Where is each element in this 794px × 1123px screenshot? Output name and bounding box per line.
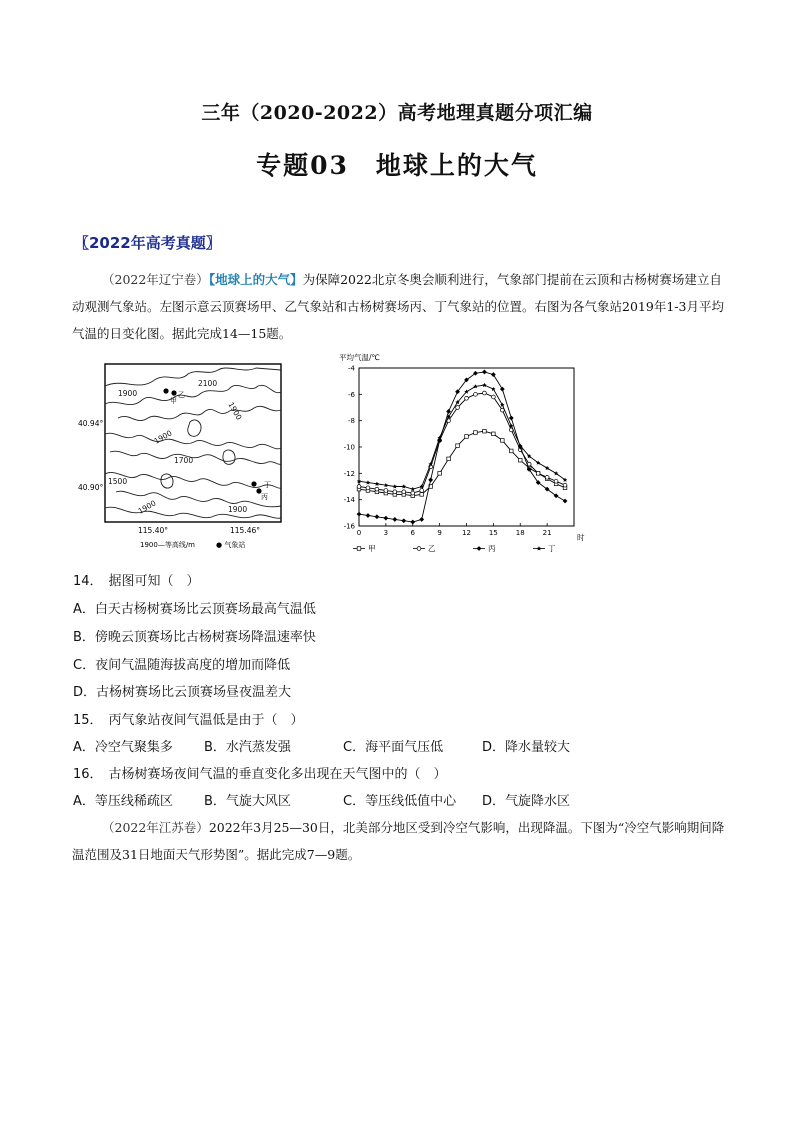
data-point: [537, 546, 541, 550]
question-number: 15．: [73, 713, 103, 728]
question-14: [73, 570, 200, 589]
x-tick-label: 6: [410, 529, 415, 537]
data-point: [402, 484, 406, 488]
station-label: 丙: [261, 493, 268, 501]
question-number: 16．: [73, 767, 103, 782]
contour-map-figure: [78, 356, 293, 556]
data-point: [420, 484, 424, 488]
data-point: [393, 484, 397, 488]
data-point: [428, 478, 433, 483]
data-point: [402, 490, 406, 494]
temperature-line-chart: [325, 352, 590, 560]
option: A．白天古杨树赛场比云顶赛场最高气温低: [73, 602, 316, 617]
passage-liaoning: [72, 266, 732, 347]
page-title: 三年（2020-2022）高考地理真题分项汇编: [201, 102, 593, 124]
x-tick-label: 21: [542, 529, 552, 537]
data-point: [545, 475, 549, 479]
data-point: [563, 499, 568, 504]
station-dot: [171, 390, 176, 395]
option: C．夜间气温随海拔高度的增加而降低: [73, 658, 291, 673]
legend-label: 丁: [548, 544, 556, 553]
contour-label: 1900: [136, 498, 158, 516]
lon-label: 115.46°: [230, 526, 260, 535]
data-point: [491, 372, 496, 377]
data-point: [477, 546, 482, 551]
passage-tag: 【地球上的大气】: [208, 272, 303, 287]
option: B．傍晚云顶赛场比古杨树赛场降温速率快: [73, 630, 316, 645]
data-point: [384, 489, 388, 493]
contour-label: 1900: [118, 389, 138, 398]
data-point: [491, 395, 495, 399]
data-point: [438, 472, 442, 476]
station-label: 乙: [178, 391, 185, 399]
option: D．降水量较大: [482, 740, 571, 755]
series-line-丙: [359, 372, 565, 522]
y-tick-label: -14: [343, 496, 355, 505]
data-point: [383, 516, 388, 521]
passage-source: （2022年江苏卷）: [102, 820, 209, 835]
data-point: [357, 485, 361, 489]
data-point: [417, 547, 421, 551]
data-point: [563, 483, 567, 487]
data-point: [411, 491, 415, 495]
data-point: [509, 416, 514, 421]
option: B．气旋大风区: [204, 794, 291, 809]
lon-label: 115.40°: [138, 526, 168, 535]
data-point: [375, 487, 379, 491]
passage-source: （2022年辽宁卷）: [102, 272, 209, 287]
data-point: [491, 387, 495, 391]
options-row-16: [73, 790, 570, 809]
station-dot: [163, 388, 168, 393]
series-line-丁: [359, 385, 565, 489]
data-point: [401, 518, 406, 523]
data-point: [483, 391, 487, 395]
question-number: 14．: [73, 574, 103, 589]
data-point: [410, 520, 415, 525]
data-point: [482, 383, 486, 387]
x-tick-label: 12: [462, 529, 471, 537]
data-point: [384, 483, 388, 487]
topic-title: 专题03 地球上的大气: [256, 151, 538, 180]
option: A．等压线稀疏区: [73, 794, 173, 809]
option: C．等压线低值中心: [343, 794, 457, 809]
lat-label: 40.94°: [78, 419, 104, 428]
data-point: [509, 449, 513, 453]
y-tick-label: -8: [348, 417, 355, 426]
passage-text: 为保障2022北京冬奥会顺利进行，气象部门提前在云顶和古杨树赛场建立自动观测气象站。左图示意云顶赛场甲、乙气象站和古杨树赛场丙、丁气象站的位置。右图为各气象站2019年1-3月平均气温的日变化图。据此完成14—15题。: [72, 272, 724, 341]
data-point: [393, 490, 397, 494]
series-line-乙: [359, 393, 565, 493]
data-point: [357, 547, 361, 551]
option: A．冷空气聚集多: [73, 740, 173, 755]
passage-jiangsu: [72, 814, 732, 868]
y-tick-label: -4: [348, 364, 355, 373]
data-point: [420, 493, 424, 497]
option: C．海平面气压低: [343, 740, 444, 755]
data-point: [500, 387, 505, 392]
data-point: [492, 432, 496, 436]
temperature-chart-figure: [325, 352, 590, 560]
data-point: [420, 489, 424, 493]
passage-text: 2022年3月25—30日，北美部分地区受到冷空气影响，出现降温。下图为“冷空气影响期间降温范围及31日地面天气形势图”。据此完成7—9题。: [72, 820, 725, 862]
station-label: 丁: [264, 481, 271, 489]
option: D．气旋降水区: [482, 794, 571, 809]
data-point: [474, 431, 478, 435]
y-tick-label: -6: [348, 390, 355, 399]
question-15: [73, 709, 304, 728]
contour-label: 1900: [226, 400, 244, 422]
data-point: [366, 486, 370, 490]
question-stem: 古杨树赛场夜间气温的垂直变化多出现在天气图中的（ ）: [108, 767, 447, 782]
data-point: [483, 429, 487, 433]
data-point: [465, 396, 469, 400]
data-point: [411, 487, 415, 491]
option: B．水汽蒸发强: [204, 740, 291, 755]
x-tick-label: 18: [515, 529, 525, 537]
data-point: [536, 471, 540, 475]
data-point: [375, 514, 380, 519]
option: D．古杨树赛场比云顶赛场昼夜温差大: [73, 685, 292, 700]
data-point: [474, 392, 478, 396]
station-label: 甲: [170, 397, 177, 405]
data-point: [447, 457, 451, 461]
data-point: [446, 409, 451, 414]
contour-label: 1700: [174, 456, 194, 465]
contour-label: 1900: [152, 428, 174, 446]
y-tick-label: -12: [343, 469, 355, 478]
data-point: [419, 517, 424, 522]
data-point: [357, 512, 362, 517]
data-point: [465, 435, 469, 439]
data-point: [501, 439, 505, 443]
data-point: [456, 406, 460, 410]
chart-ylabel: 平均气温/℃: [339, 353, 380, 362]
data-point: [375, 482, 379, 486]
data-point: [482, 370, 487, 375]
legend-label: 丙: [488, 544, 496, 553]
contour-label: 2100: [198, 379, 218, 388]
x-tick-label: 3: [383, 529, 389, 537]
map-legend-station: ● 气象站: [216, 541, 246, 549]
legend-label: 甲: [368, 544, 376, 553]
data-point: [554, 479, 558, 483]
x-tick-label: 9: [437, 529, 442, 537]
contour-label: 1900: [228, 505, 248, 514]
data-point: [366, 480, 370, 484]
question-stem: 据图可知（ ）: [108, 574, 200, 589]
data-point: [518, 458, 522, 462]
y-tick-label: -16: [343, 522, 355, 531]
question-16: [73, 763, 447, 782]
y-tick-label: -10: [343, 443, 355, 452]
data-point: [500, 403, 504, 407]
data-point: [366, 513, 371, 518]
section-heading: 〖2022年高考真题〗: [74, 234, 221, 252]
chart-xlabel: 时: [577, 533, 585, 542]
contour-label: 1500: [108, 477, 128, 486]
question-stem: 丙气象站夜间气温低是由于（ ）: [108, 713, 304, 728]
data-point: [456, 444, 460, 448]
x-tick-label: 15: [488, 529, 498, 537]
data-point: [392, 517, 397, 522]
lat-label: 40.90°: [78, 483, 104, 492]
station-dot: [251, 481, 256, 486]
legend-label: 乙: [428, 544, 436, 553]
options-row-15: [73, 736, 570, 755]
map-legend-contour: 1900—等高线/m: [140, 541, 195, 549]
x-tick-label: 0: [356, 529, 362, 537]
